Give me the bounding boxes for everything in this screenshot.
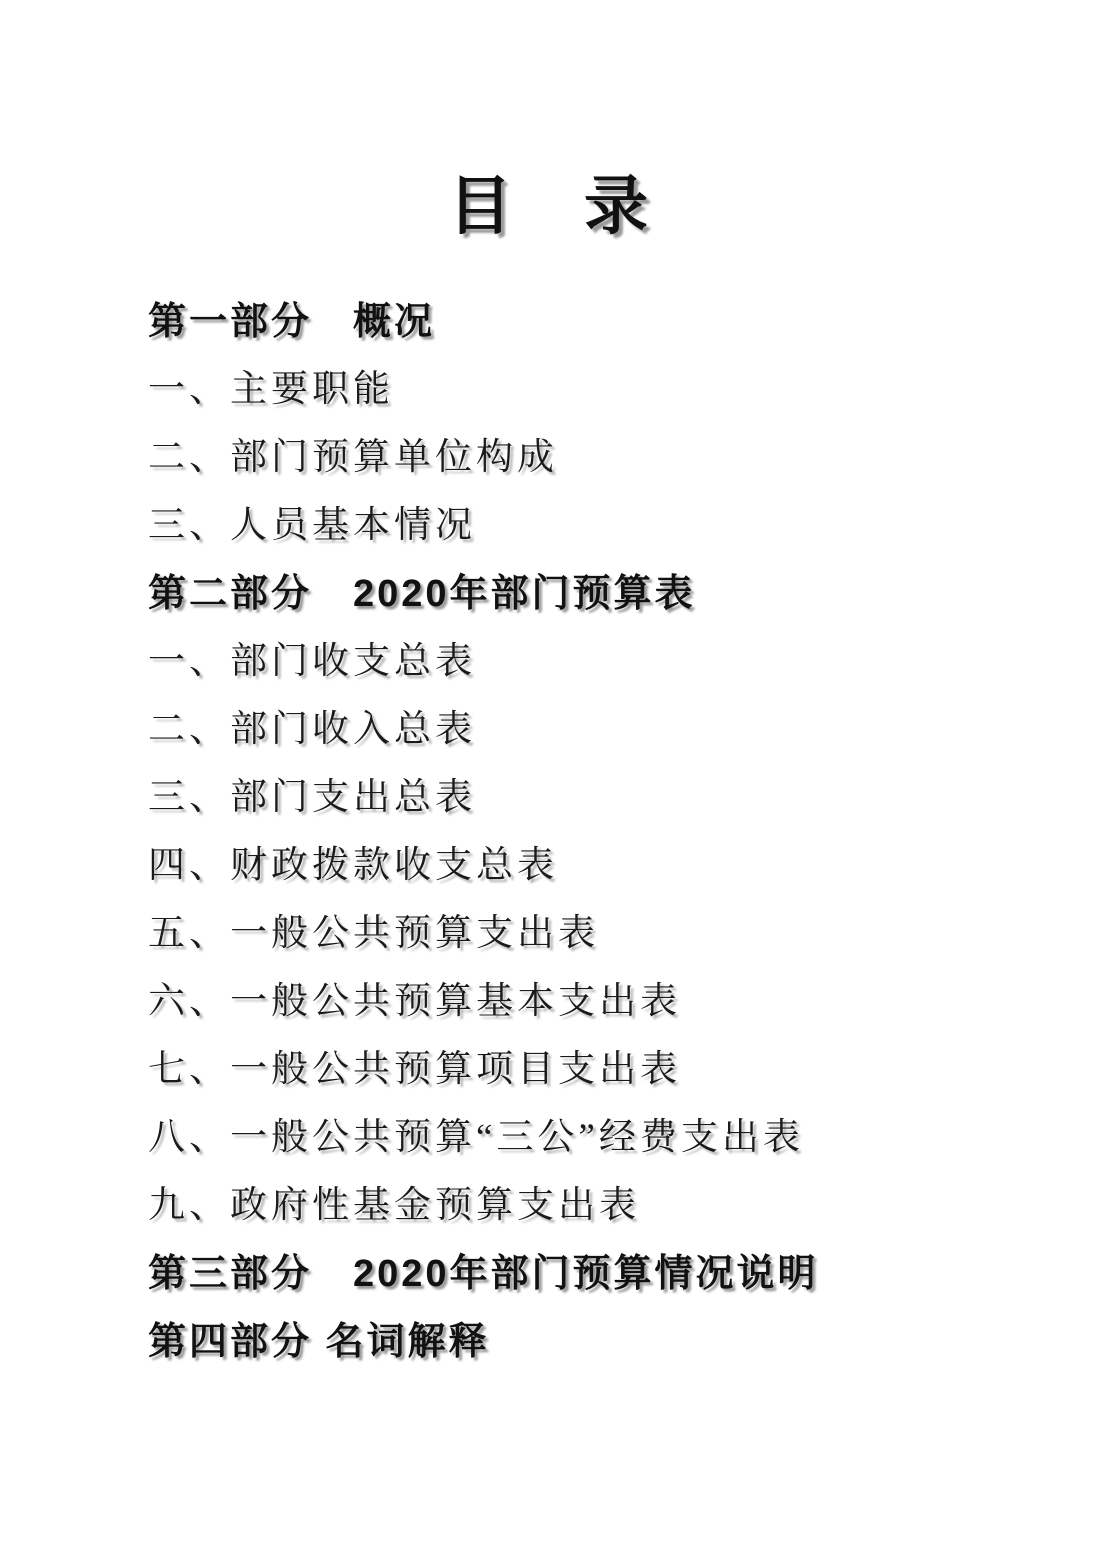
toc-item: 一、主要职能 bbox=[148, 369, 394, 410]
toc-item: 五、一般公共预算支出表 bbox=[148, 913, 599, 954]
toc-part-heading: 第二部分 2020年部门预算表 bbox=[148, 573, 696, 615]
toc-part-heading: 第三部分 2020年部门预算情况说明 bbox=[148, 1253, 819, 1295]
document-page bbox=[0, 170, 1100, 1555]
toc-page bbox=[0, 170, 1100, 1555]
toc-item: 一、部门收支总表 bbox=[148, 641, 476, 682]
toc-item: 八、一般公共预算“三公”经费支出表 bbox=[148, 1117, 804, 1158]
toc-item: 三、人员基本情况 bbox=[148, 505, 476, 546]
toc-item: 九、政府性基金预算支出表 bbox=[148, 1185, 640, 1226]
toc-item: 三、部门支出总表 bbox=[148, 777, 476, 818]
toc-item: 二、部门收入总表 bbox=[148, 709, 476, 750]
toc-item: 二、部门预算单位构成 bbox=[148, 437, 558, 478]
page-title: 目 录 bbox=[448, 170, 652, 242]
toc-item: 七、一般公共预算项目支出表 bbox=[148, 1049, 681, 1090]
toc-item: 四、财政拨款收支总表 bbox=[148, 845, 558, 886]
toc-item: 六、一般公共预算基本支出表 bbox=[148, 981, 681, 1022]
toc-part-heading: 第四部分 名词解释 bbox=[148, 1321, 490, 1363]
toc-part-heading: 第一部分 概况 bbox=[148, 301, 436, 343]
toc-list bbox=[0, 288, 1100, 1376]
